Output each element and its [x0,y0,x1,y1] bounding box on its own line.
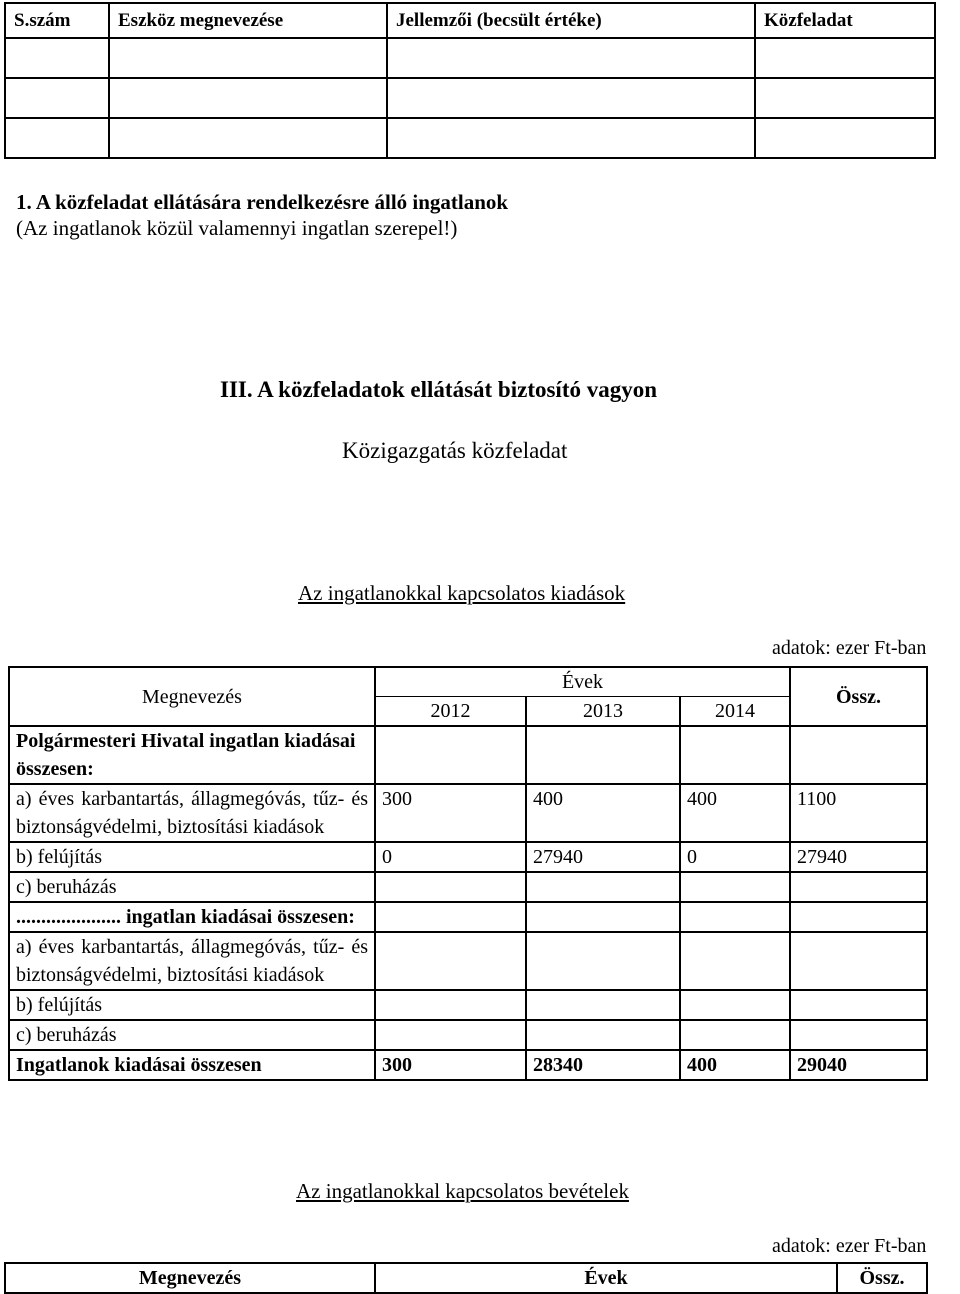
item-note: (Az ingatlanok közül valamennyi ingatlan szerepel!) [16,216,458,240]
col-header-name: Megnevezés [9,667,375,726]
cell-value [680,1020,790,1050]
cell-value [375,990,526,1020]
row-label: a) éves karbantartás, állagmegóvás, tűz- és biztonságvédelmi, biztosítási kiadások [9,932,375,990]
cell-value [790,902,927,932]
cell-value: 27940 [526,842,680,872]
cell-value [790,990,927,1020]
table-row [9,784,927,842]
section-title: III. A közfeladatok ellátását biztosító vagyon [220,377,658,402]
row-label: b) felújítás [9,842,375,872]
table-cell [109,78,387,118]
cell-value: 400 [680,784,790,842]
cell-value [526,726,680,784]
table-row [5,38,935,78]
col-header-public-task: Közfeladat [755,3,935,38]
assets-table [4,2,936,159]
total-value: 28340 [526,1050,680,1080]
table-cell [755,78,935,118]
cell-value: 300 [375,784,526,842]
cell-value [680,726,790,784]
col-header-year: 2013 [526,697,680,727]
col-header-total: Össz. [790,667,927,726]
income-table [4,1262,928,1294]
cell-value [375,726,526,784]
cell-value [375,932,526,990]
row-label: a) éves karbantartás, állagmegóvás, tűz- és biztonságvédelmi, biztosítási kiadások [9,784,375,842]
total-row [9,1050,927,1080]
expenses-unit: adatok: ezer Ft-ban [772,637,927,659]
cell-value [790,726,927,784]
cell-value [680,902,790,932]
total-value: 400 [680,1050,790,1080]
col-header-years: Évek [375,667,790,697]
expenses-title: Az ingatlanokkal kapcsolatos kiadások [298,581,626,605]
cell-value [790,1020,927,1050]
cell-value [680,872,790,902]
table-row [9,932,927,990]
cell-value: 0 [680,842,790,872]
cell-value [375,1020,526,1050]
table-cell [387,118,755,158]
table-row [5,78,935,118]
row-label: Polgármesteri Hivatal ingatlan kiadásai összesen: [9,726,375,784]
table-row [9,842,927,872]
income-header-row [5,1263,927,1293]
cell-value [375,872,526,902]
cell-value [526,990,680,1020]
table-row [9,902,927,932]
sub-title: Közigazgatás közfeladat [342,438,568,463]
cell-value [526,932,680,990]
total-value: 300 [375,1050,526,1080]
table-row [9,872,927,902]
cell-value: 27940 [790,842,927,872]
cell-value: 400 [526,784,680,842]
table-row [5,118,935,158]
table-row [9,990,927,1020]
income-title: Az ingatlanokkal kapcsolatos bevételek [296,1179,629,1203]
row-label: ..................... ingatlan kiadásai összesen: [9,902,375,932]
col-header-year: 2014 [680,697,790,727]
row-label: b) felújítás [9,990,375,1020]
row-label: c) beruházás [9,872,375,902]
cell-value [680,932,790,990]
table-cell [5,38,109,78]
total-label: Ingatlanok kiadásai összesen [9,1050,375,1080]
total-value: 29040 [790,1050,927,1080]
table-cell [5,78,109,118]
table-cell [387,38,755,78]
cell-value [526,872,680,902]
col-header-years: Évek [375,1263,837,1293]
table-cell [109,118,387,158]
col-header-total: Össz. [837,1263,927,1293]
col-header-asset-name: Eszköz megnevezése [109,3,387,38]
cell-value [790,872,927,902]
col-header-name: Megnevezés [5,1263,375,1293]
cell-value [790,932,927,990]
col-header-year: 2012 [375,697,526,727]
cell-value [526,902,680,932]
table-cell [755,38,935,78]
assets-table-header [5,3,935,38]
cell-value [375,902,526,932]
cell-value: 1100 [790,784,927,842]
expenses-header-row-1 [9,667,927,697]
table-cell [5,118,109,158]
table-cell [109,38,387,78]
table-row [9,1020,927,1050]
item-title: 1. A közfeladat ellátására rendelkezésre álló ingatlanok [16,190,509,214]
table-cell [755,118,935,158]
col-header-characteristics: Jellemzői (becsült értéke) [387,3,755,38]
table-row [9,726,927,784]
table-cell [387,78,755,118]
expenses-table [8,666,928,1081]
cell-value: 0 [375,842,526,872]
cell-value [680,990,790,1020]
row-label: c) beruházás [9,1020,375,1050]
cell-value [526,1020,680,1050]
income-unit: adatok: ezer Ft-ban [772,1235,927,1257]
col-header-number: S.szám [5,3,109,38]
